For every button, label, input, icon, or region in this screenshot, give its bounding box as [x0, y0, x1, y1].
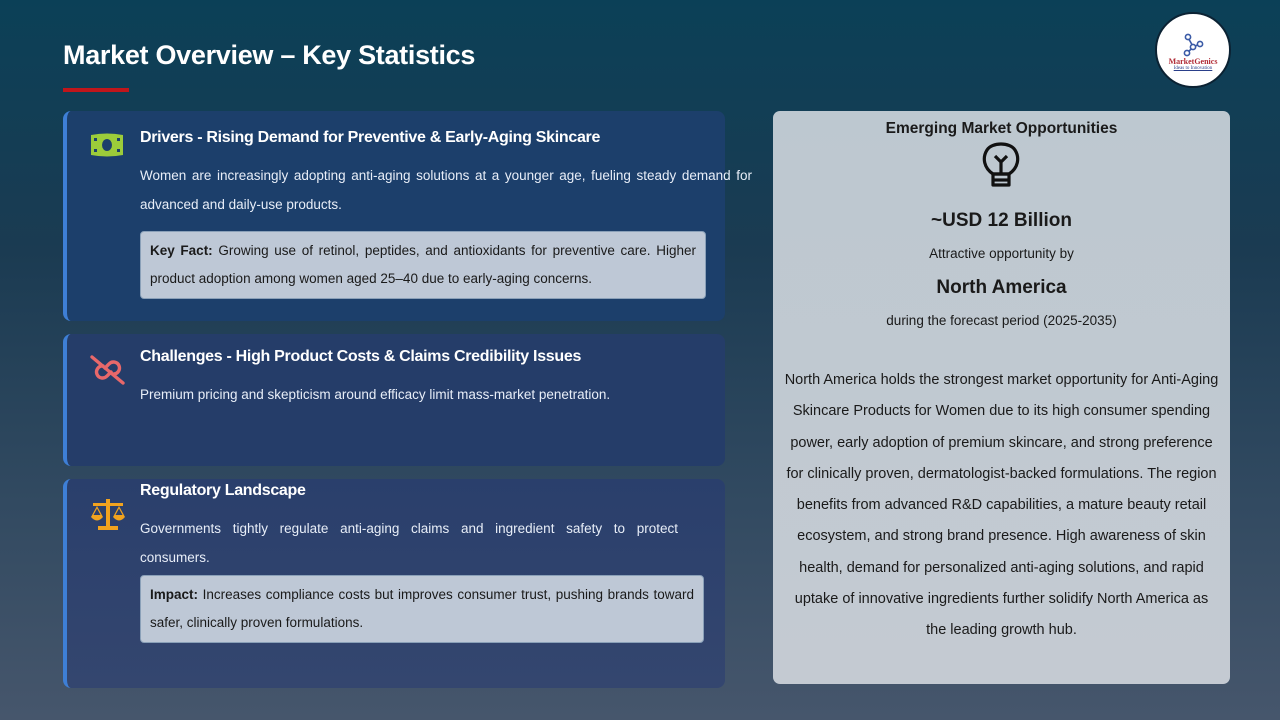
company-logo	[1155, 12, 1231, 88]
title-underline	[63, 88, 129, 92]
challenges-card	[63, 334, 725, 466]
opportunity-subtitle: Attractive opportunity by	[929, 246, 1074, 261]
key-fact-label: Key Fact:	[150, 243, 213, 258]
challenges-title: Challenges - High Product Costs & Claims Credibility Issues	[140, 348, 582, 365]
logo-name: MarketGenics	[1168, 56, 1218, 66]
opportunity-value: ~USD 12 Billion	[931, 210, 1072, 231]
impact-text: Increases compliance costs but improves consumer trust, pushing brands toward safer, clinically proven formulations.	[150, 587, 694, 630]
scales-icon	[89, 497, 127, 531]
regulatory-body: Governments tightly regulate anti-aging claims and ingredient safety to protect consumers.	[140, 521, 678, 565]
key-fact-text: Growing use of retinol, peptides, and antioxidants for preventive care. Higher product adoption among women aged 25–40 due to early-aging concerns.	[150, 243, 696, 286]
opportunity-title: Emerging Market Opportunities	[885, 120, 1118, 137]
regulatory-card	[63, 479, 725, 688]
broken-link-icon	[89, 354, 127, 386]
opportunity-panel	[773, 111, 1230, 684]
drivers-title: Drivers - Rising Demand for Preventive & Early-Aging Skincare	[140, 129, 601, 146]
impact-box	[140, 575, 704, 643]
challenges-body: Premium pricing and skepticism around efficacy limit mass-market penetration.	[140, 387, 611, 402]
forecast-period: during the forecast period (2025-2035)	[886, 313, 1117, 328]
page-title: Market Overview – Key Statistics	[63, 40, 476, 70]
opportunity-region: North America	[936, 277, 1067, 298]
molecule-icon	[1182, 33, 1204, 57]
drivers-body: Women are increasingly adopting anti-aging solutions at a younger age, fueling steady demand for advanced and daily-use products.	[140, 168, 752, 212]
logo-tagline: Ideas to Innovation	[1173, 65, 1213, 71]
money-bill-icon	[89, 131, 125, 159]
drivers-card	[63, 111, 752, 321]
impact-label: Impact:	[150, 587, 199, 602]
opportunity-description: North America holds the strongest market opportunity for Anti-Aging Skincare Products for Women due to its high consumer spending power, early adoption of premium skincare, and strong preference for clinically proven, dermatologist-backed formulations. The region benefits from advanced R&D capabilities, a mature beauty retail ecosystem, and strong brand presence. High awareness of skin health, demand for personalized anti-aging solutions, and rapid uptake of innovative ingredients further solidify North America as the leading growth hub.	[784, 372, 1219, 639]
regulatory-title: Regulatory Landscape	[140, 482, 306, 499]
key-fact-box	[140, 231, 706, 299]
lightbulb-icon	[978, 140, 1024, 192]
